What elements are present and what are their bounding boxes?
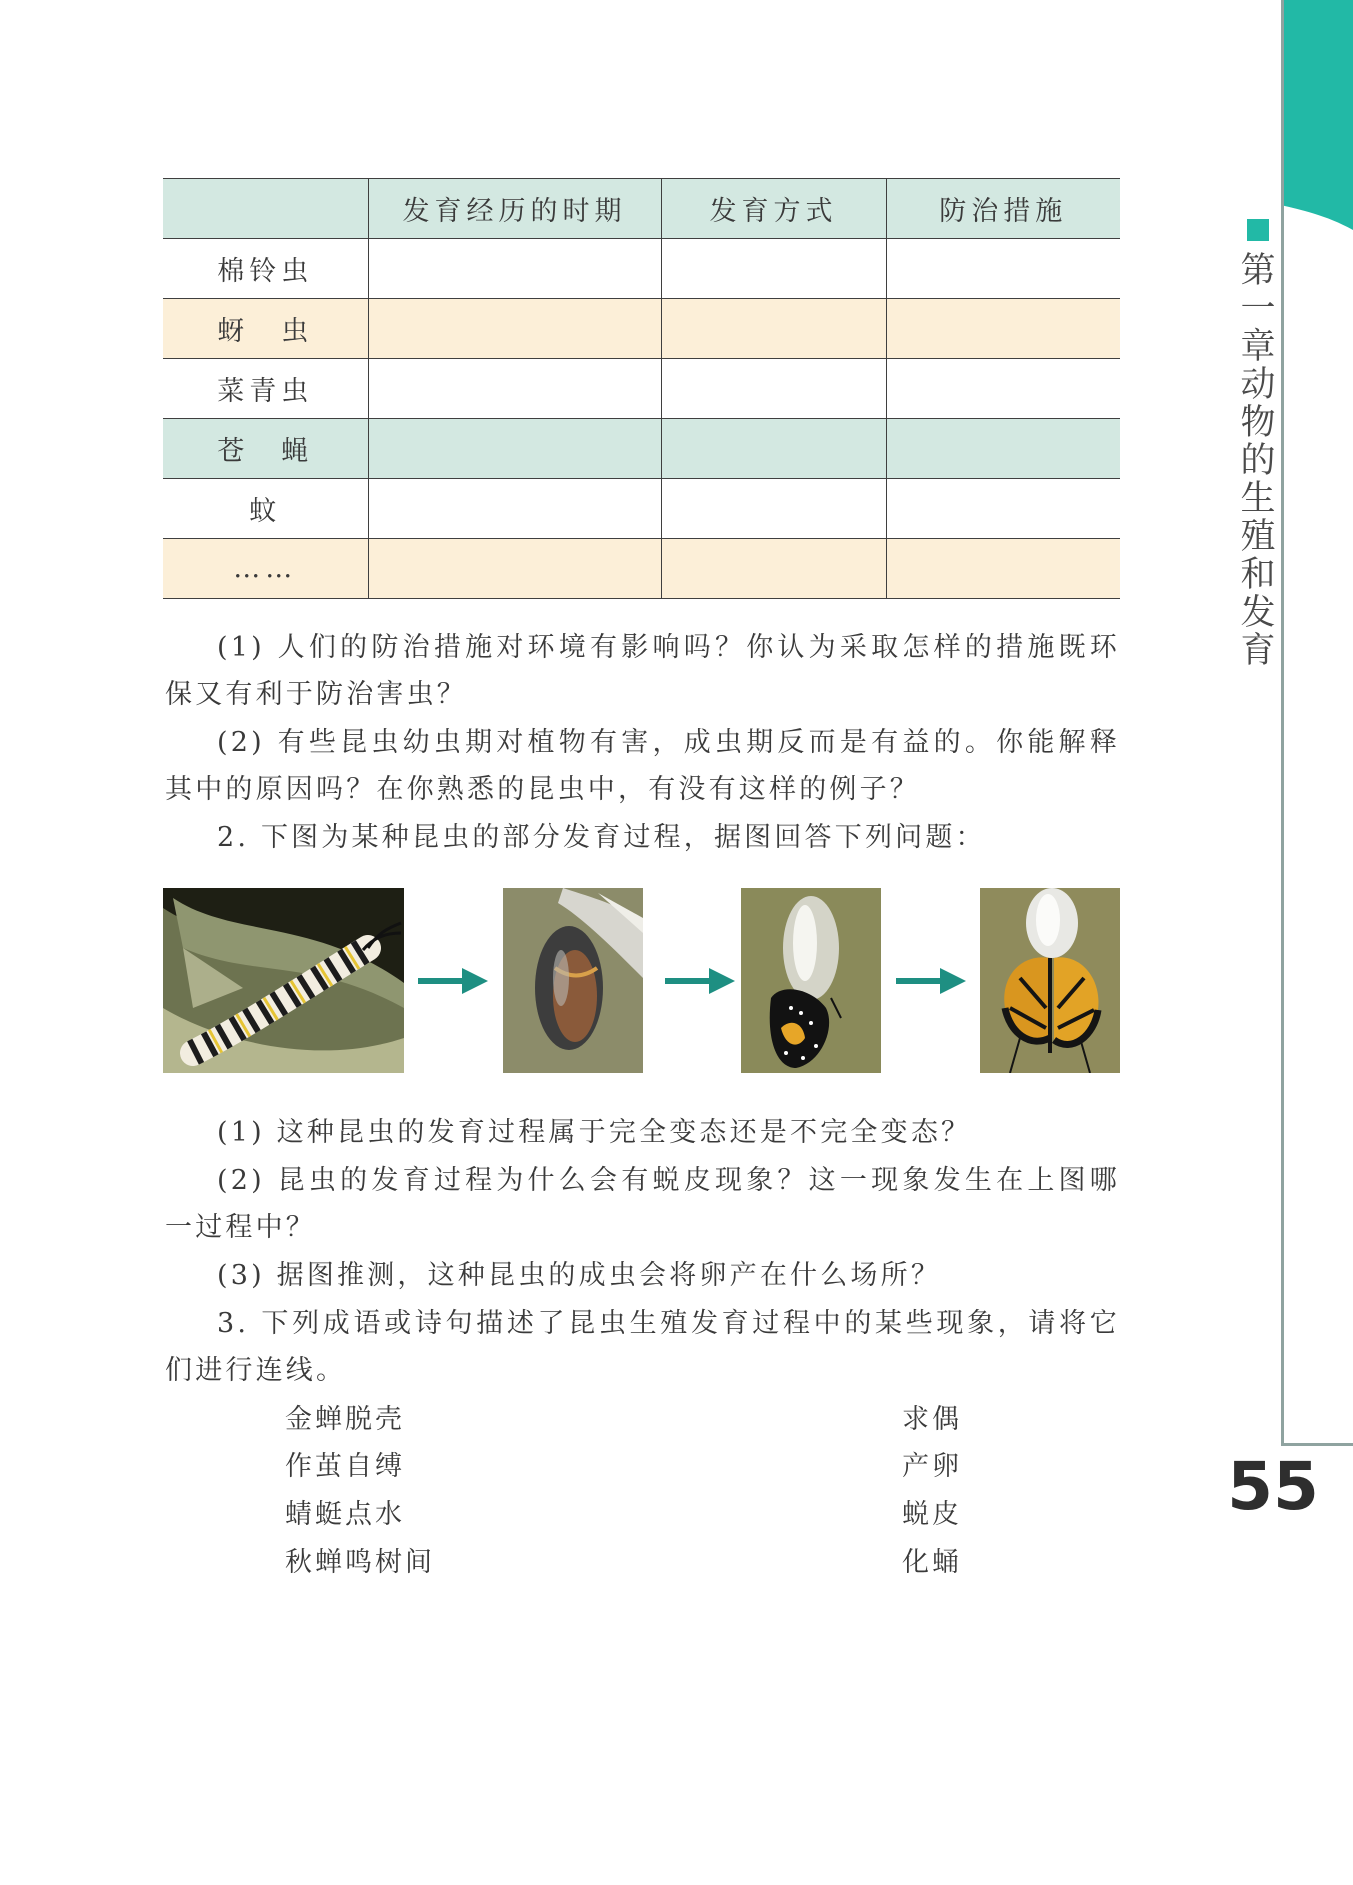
chapter-marker-square	[1247, 219, 1269, 241]
table-cell	[661, 239, 886, 299]
table-cell	[368, 419, 661, 479]
question-2-3: (3) 据图推测，这种昆虫的成虫会将卵产在什么场所？	[217, 1260, 942, 1291]
table-cell	[368, 359, 661, 419]
table-row	[163, 419, 1120, 479]
insect-name-cell: ……	[163, 539, 368, 599]
table-header-cell: 防治措施	[886, 179, 1120, 239]
chapter-char: 第	[1240, 251, 1276, 291]
table-cell	[886, 419, 1120, 479]
table-cell	[886, 479, 1120, 539]
table-row	[163, 359, 1120, 419]
idiom-item: 蜻蜓点水	[285, 1499, 405, 1530]
question-2-2: (2) 昆虫的发育过程为什么会有蜕皮现象？这一现象发生在上图哪一过程中？	[165, 1165, 1120, 1243]
table-cell	[886, 359, 1120, 419]
question-1-2: (2) 有些昆虫幼虫期对植物有害，成虫期反而是有益的。你能解释其中的原因吗？在你熟悉的昆虫中，有没有这样的例子？	[165, 727, 1120, 805]
table-cell	[886, 239, 1120, 299]
table-cell	[368, 239, 661, 299]
page-number: 55	[1227, 1448, 1319, 1525]
chapter-char: 动	[1240, 365, 1276, 405]
table-cell	[368, 539, 661, 599]
chapter-char: 殖	[1240, 517, 1276, 557]
insect-name-cell: 菜青虫	[163, 359, 368, 419]
phenomenon-item: 化蛹	[902, 1547, 962, 1578]
table-cell	[886, 539, 1120, 599]
table-row	[163, 539, 1120, 599]
table-cell	[661, 479, 886, 539]
table-cell	[368, 479, 661, 539]
table-row	[163, 479, 1120, 539]
table-cell	[661, 299, 886, 359]
idiom-item: 秋蝉鸣树间	[285, 1547, 435, 1578]
idiom-item: 金蝉脱壳	[285, 1404, 405, 1435]
caterpillar-photo	[163, 888, 404, 1073]
arrow-right-icon	[896, 968, 966, 994]
insect-name-cell: 蚜 虫	[163, 299, 368, 359]
question-1-1: (1) 人们的防治措施对环境有影响吗？你认为采取怎样的措施既环保又有利于防治害虫？	[165, 632, 1120, 710]
insect-name-cell: 棉铃虫	[163, 239, 368, 299]
phenomenon-item: 蜕皮	[902, 1499, 962, 1530]
chapter-char: 章	[1240, 327, 1276, 367]
question-3-intro: 3. 下列成语或诗句描述了昆虫生殖发育过程中的某些现象，请将它们进行连线。	[165, 1308, 1120, 1386]
table-header-cell: 发育经历的时期	[368, 179, 661, 239]
arrow-right-icon	[665, 968, 735, 994]
arrow-right-icon	[418, 968, 488, 994]
chapter-char: 和	[1240, 555, 1276, 595]
chapter-tab-decoration	[1281, 0, 1353, 230]
table-cell	[661, 359, 886, 419]
insect-name-cell: 蚊	[163, 479, 368, 539]
idiom-item: 作茧自缚	[285, 1451, 405, 1482]
table-row	[163, 239, 1120, 299]
margin-rule-foot	[1281, 1443, 1353, 1446]
question-2-1: (1) 这种昆虫的发育过程属于完全变态还是不完全变态？	[217, 1117, 972, 1148]
table-header-row	[163, 179, 1120, 239]
table-header-cell	[163, 179, 368, 239]
table-cell	[661, 419, 886, 479]
question-2-intro: 2. 下图为某种昆虫的部分发育过程，据图回答下列问题：	[217, 822, 986, 853]
table-header-cell: 发育方式	[661, 179, 886, 239]
chapter-char: 发	[1240, 593, 1276, 633]
phenomenon-item: 求偶	[902, 1404, 962, 1435]
chapter-char: 的	[1240, 441, 1276, 481]
margin-rule	[1281, 0, 1284, 1445]
chapter-title-vertical	[1236, 252, 1280, 670]
table-row	[163, 299, 1120, 359]
table-cell	[661, 539, 886, 599]
phenomenon-item: 产卵	[902, 1451, 962, 1482]
chapter-char: 育	[1240, 631, 1276, 671]
table-cell	[886, 299, 1120, 359]
insect-development-table	[163, 178, 1120, 599]
chapter-char: 一	[1240, 289, 1276, 329]
chapter-char: 物	[1240, 403, 1276, 443]
chapter-char: 生	[1240, 479, 1276, 519]
chrysalis-photo	[503, 888, 643, 1073]
table-cell	[368, 299, 661, 359]
insect-name-cell: 苍 蝇	[163, 419, 368, 479]
butterfly-photo	[980, 888, 1120, 1073]
emerging-butterfly-photo	[741, 888, 881, 1073]
